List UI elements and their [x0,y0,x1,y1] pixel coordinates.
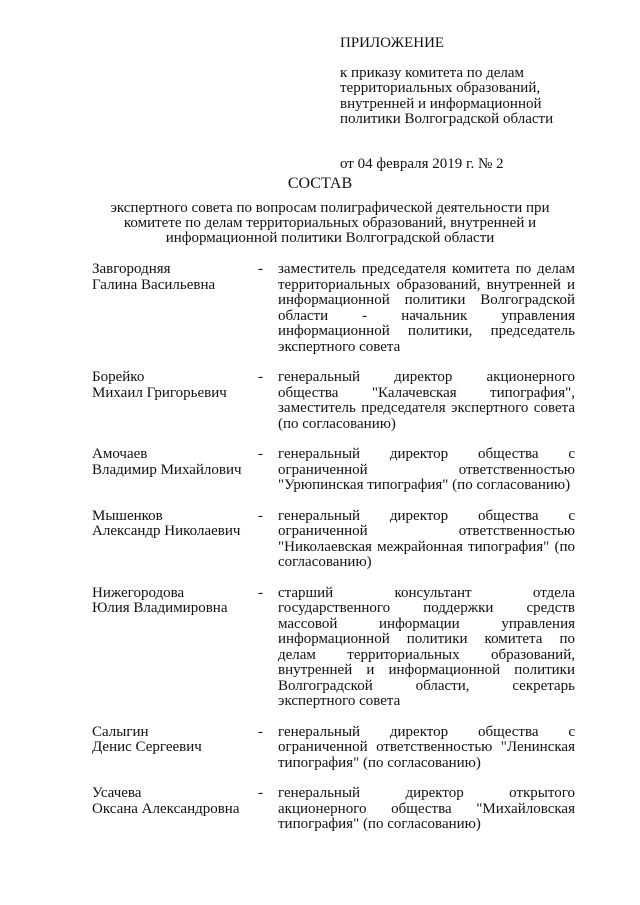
member-given-name: Александр Николаевич [92,523,241,539]
member-role: старший консультант отдела государственного поддержки средств массовой информации управления информационной политики комитета по делам территориальных образований, внутренней и информационной политики Волгоградской области, секретарь экспертного совета [278,584,575,709]
appendix-block [340,36,600,172]
member-name [92,262,258,355]
member-name [92,586,258,710]
member-name [92,509,258,571]
member-surname: Завгородняя [92,261,171,277]
member-dash: - [258,785,263,801]
member-role: генеральный директор акционерного общества "Калачевская типография", заместитель председателя экспертного совета (по согласованию) [278,369,575,432]
member-dash: - [258,507,263,524]
member-dash: - [258,261,263,277]
member-role: заместитель председателя комитета по делам территориальных образований, внутренней и информационной политики Волгоградской области - начальник управления информационной политики, председатель экспертного совета [278,261,575,355]
appendix-date: от 04 февраля 2019 г. № 2 [340,155,504,172]
member-dash: - [258,446,263,462]
member-given-name: Денис Сергеевич [92,739,202,755]
member-row [92,786,575,833]
member-role: генеральный директор общества с ограниченной ответственностью "Ленинская типография" (по согласованию) [278,723,575,771]
member-row [92,370,575,432]
member-row [92,447,575,494]
member-given-name: Михаил Григорьевич [92,384,227,401]
member-name [92,725,258,772]
appendix-order-reference: к приказу комитета по делам территориальных образований, внутренней и информационной политики Волгоградской области [340,64,554,127]
member-dash: - [258,584,263,601]
document-title: СОСТАВ [287,175,353,192]
members-list [92,262,575,848]
member-given-name: Галина Васильевна [92,276,216,293]
member-surname: Амочаев [92,446,148,462]
member-row [92,262,575,355]
member-dash: - [258,369,263,385]
member-surname: Салыгин [92,723,149,740]
document-subtitle: экспертного совета по вопросам полиграфической деятельности при комитете по делам территориальных образований, внутренней и информационной политики Волгоградской области [110,200,550,246]
appendix-heading: ПРИЛОЖЕНИЕ [340,35,445,51]
member-surname: Нижегородова [92,584,185,601]
member-role: генеральный директор общества с ограниченной ответственностью "Урюпинская типография" (по согласованию) [278,446,575,493]
member-given-name: Оксана Александровна [92,800,240,817]
member-row [92,509,575,571]
member-given-name: Юлия Владимировна [92,600,228,616]
member-surname: Усачева [92,785,142,801]
member-surname: Борейко [92,369,145,385]
member-role: генеральный директор общества с ограниченной ответственностью "Николаевская межрайонная типография" (по согласованию) [278,507,575,570]
member-surname: Мышенков [92,507,163,524]
member-row [92,586,575,710]
member-name [92,447,258,494]
member-role: генеральный директор открытого акционерного общества "Михайловская типография" (по согласованию) [278,785,575,832]
member-row [92,725,575,772]
member-name [92,786,258,833]
member-given-name: Владимир Михайлович [92,461,242,478]
member-name [92,370,258,432]
member-dash: - [258,723,263,740]
